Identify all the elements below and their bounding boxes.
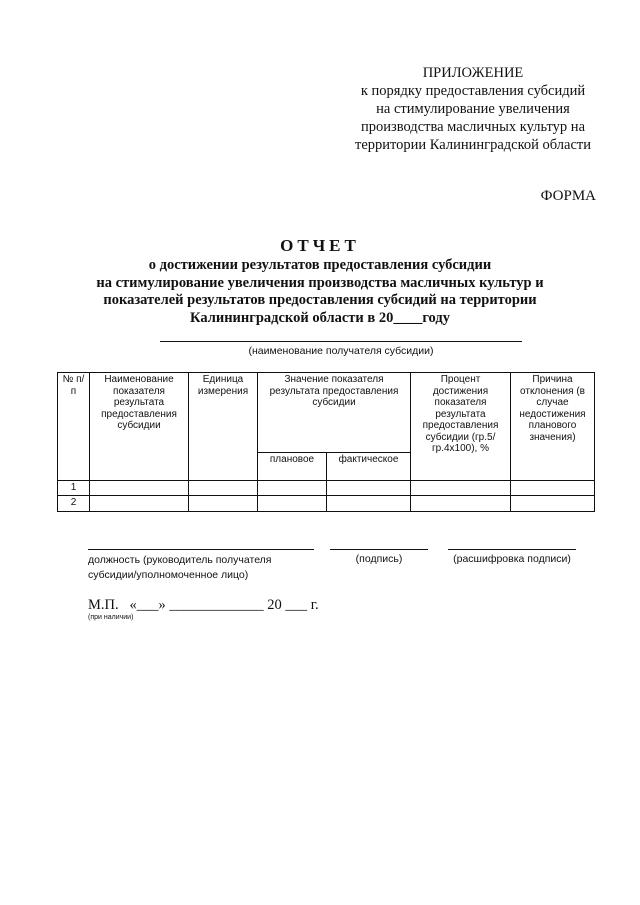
signature-caption: (подпись)	[355, 553, 403, 565]
stamp-date-line[interactable]: М.П. «___» _____________ 20 ___ г.	[88, 597, 319, 613]
row-num: 1	[58, 481, 90, 496]
subtitle-line: Калининградской области в 20____году	[190, 309, 450, 326]
header-planned: плановое	[258, 453, 327, 481]
subtitle-line: о достижении результатов предоставления субсидии	[148, 257, 492, 273]
header-reason: Причина отклонения (в случае недостижения планового значения)	[511, 373, 595, 481]
position-caption: должность (руководитель получателя субсидии/уполномоченное лицо)	[88, 554, 272, 581]
decoding-line[interactable]	[448, 549, 576, 550]
appendix-line: к порядку предоставления субсидий	[360, 83, 586, 99]
header-indicator: Наименование показателя результата предоставления субсидии	[90, 373, 189, 481]
cell-unit[interactable]	[189, 495, 258, 511]
cell-actual[interactable]	[327, 481, 411, 496]
cell-planned[interactable]	[258, 495, 327, 511]
form-label: ФОРМА	[540, 188, 596, 204]
appendix-line: производства масличных культур на	[360, 119, 586, 135]
cell-planned[interactable]	[258, 481, 327, 496]
header-num: № п/п	[58, 373, 90, 481]
appendix-line: ПРИЛОЖЕНИЕ	[422, 65, 524, 81]
cell-percent[interactable]	[411, 495, 511, 511]
header-unit: Единица измерения	[189, 373, 258, 481]
cell-percent[interactable]	[411, 481, 511, 496]
cell-actual[interactable]	[327, 495, 411, 511]
row-num: 2	[58, 495, 90, 511]
position-line[interactable]	[88, 549, 314, 550]
table-row	[58, 481, 595, 496]
cell-indicator[interactable]	[90, 495, 189, 511]
header-value: Значение показателя результата предоставления субсидии	[258, 373, 411, 453]
subtitle-line: показателей результатов предоставления субсидий на территории	[103, 292, 537, 308]
appendix-block	[330, 64, 616, 154]
decoding-caption: (расшифровка подписи)	[453, 553, 571, 565]
cell-reason[interactable]	[511, 481, 595, 496]
appendix-line: на стимулирование увеличения	[376, 101, 570, 117]
subtitle-line: на стимулирование увеличения производства масличных культур и	[96, 274, 544, 291]
recipient-caption: (наименование получателя субсидии)	[248, 345, 434, 357]
header-percent: Процент достижения показателя результата предоставления субсидии (гр.5/гр.4х100), %	[411, 373, 511, 481]
cell-indicator[interactable]	[90, 481, 189, 496]
report-title: ОТЧЕТ	[280, 236, 360, 255]
cell-reason[interactable]	[511, 495, 595, 511]
table-row	[58, 495, 595, 511]
header-actual: фактическое	[327, 453, 411, 481]
appendix-line: территории Калининградской области	[354, 137, 591, 153]
cell-unit[interactable]	[189, 481, 258, 496]
signature-line[interactable]	[330, 549, 428, 550]
recipient-name-line[interactable]	[160, 341, 522, 342]
report-table	[57, 372, 595, 512]
stamp-note: (при наличии)	[88, 614, 134, 621]
report-subtitle	[60, 257, 580, 327]
